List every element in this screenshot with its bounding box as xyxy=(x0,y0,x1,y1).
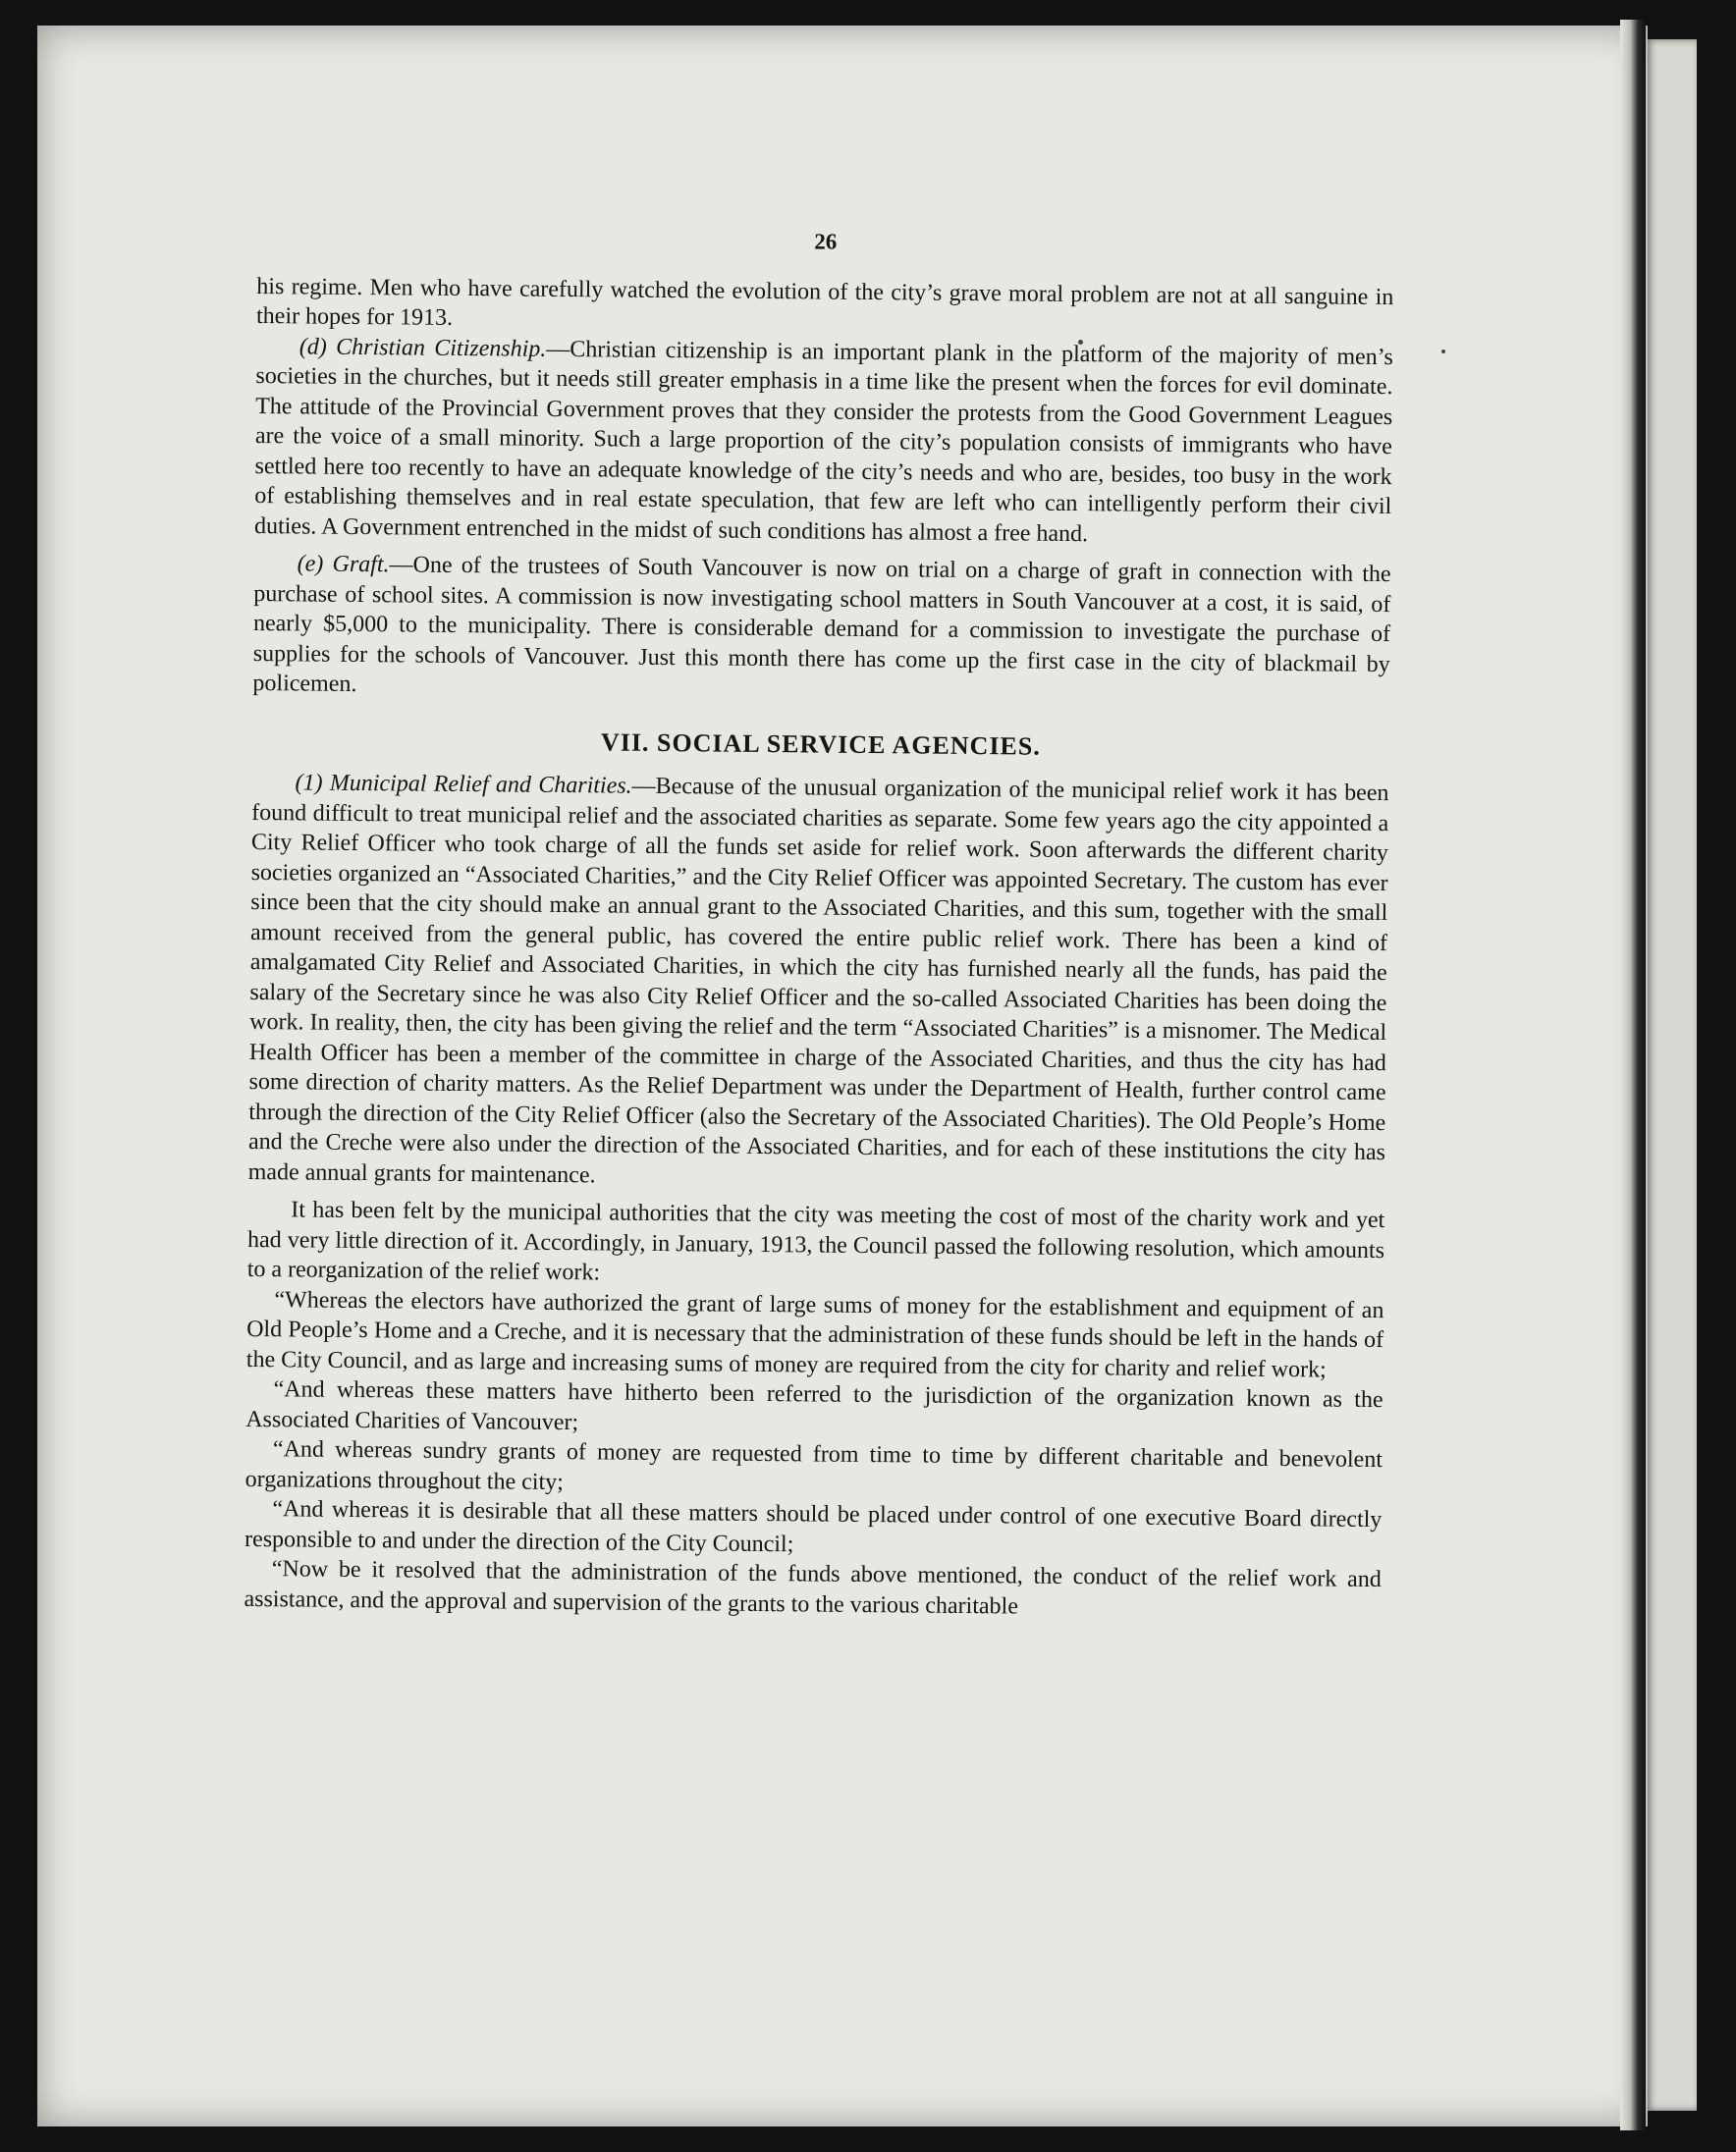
next-page-edge xyxy=(1646,39,1697,2111)
paragraph-text: his regime. Men who have carefully watched the evolution of the city’s grave moral problem are not at all sanguine in their hopes for 1913. xyxy=(255,273,1394,331)
page-number: 26 xyxy=(814,229,838,254)
paragraph-text: It has been felt by the municipal authorities that the city was meeting the cost of most of the charity work and yet had very little direction of it. Accordingly, in January, 1913, the Council passed the following resolution, which amounts to a reorganization of the relief work: xyxy=(246,1197,1385,1286)
paragraph-continuation xyxy=(256,271,1394,342)
section-heading: VII. SOCIAL SERVICE AGENCIES. xyxy=(600,726,1041,761)
resolution-clause: “And whereas sundry grants of money are requested from time to time by different charitable and benevolent organizations throughout the city; xyxy=(244,1436,1383,1495)
paragraph-text: —One of the trustees of South Vancouver is now on trial on a charge of graft in connection with the purchase of school sites. A commission is now investigating school matters in South Vancouver at a cost, it is said, of nearly $5,000 to the municipality. There is considerable demand for a commission to investigate the purchase of supplies for the schools of Vancouver. Just this month there has come up the first case in the city of blackmail by policemen. xyxy=(252,552,1391,697)
resolution-clause: “Now be it resolved that the administration of the funds above mentioned, the conduct of the relief work and assistance, and the approval and supervision of the grants to the various charitable xyxy=(244,1556,1382,1620)
page-text xyxy=(244,222,1394,1625)
paragraph-reorganization xyxy=(247,1195,1385,1296)
paragraph-graft xyxy=(252,549,1390,710)
run-in-heading: (1) Municipal Relief and Charities. xyxy=(295,770,632,799)
resolution-clause: “And whereas it is desirable that all these matters should be placed under control of one executive Board directly responsible to and under the direction of the City Council; xyxy=(244,1496,1383,1557)
paragraph-municipal-relief xyxy=(248,768,1389,1198)
run-in-heading: (d) Christian Citizenship. xyxy=(298,333,547,362)
run-in-heading: (e) Graft. xyxy=(297,551,390,578)
paragraph-text: —Christian citizenship is an important plank in the platform of the majority of men’s societies in the churches, but it needs still greater emphasis in a time like the present when the forces for evil dominate. The attitude of the Provincial Government proves that they consider the protests from the Good Government Leagues are the voice of a small minority. Such a large proportion of the city’s population consists of immigrants who have settled here too recently to have an adequate knowledge of the city’s needs and who are, besides, too busy in the work of establishing themselves and in real estate speculation, that few are left who can intelligently perform their civil duties. A Government entrenched in the midst of such conditions has almost a free hand. xyxy=(253,336,1393,547)
book-spine xyxy=(1620,20,1646,2130)
paragraph-christian-citizenship xyxy=(254,331,1393,552)
resolution-clause: “Whereas the electors have authorized the grant of large sums of money for the establishment and equipment of an Old People’s Home and a Creche, and it is necessary that the administration of these funds should be left in the hands of the City Council, and as large and increasing sums of money are required from the city for charity and relief work; xyxy=(245,1286,1384,1383)
resolution-clause: “And whereas these matters have hitherto been referred to the jurisdiction of the organization known as the Associated Charities of Vancouver; xyxy=(245,1376,1383,1435)
speck-mark xyxy=(1441,350,1445,353)
paragraph-text: —Because of the unusual organization of the municipal relief work it has been found difficult to treat municipal relief and the associated charities as separate. Some few years ago the city appointed a City Relief Officer who took charge of all the funds set aside for relief work. Soon afterwards the different charity societies organized an “Associated Charities,” and the City Relief Officer was appointed Secretary. The custom has ever since been that the city should make an annual grant to the Associated Charities, and this sum, together with the small amount received from the general public, has covered the entire public relief work. There has been a kind of amalgamated City Relief and Associated Charities, in which the city has furnished nearly all the funds, has paid the salary of the Secretary since he was also City Relief Officer and the so-called Associated Charities has been doing the work. In reality, then, the city has been giving the relief and the term “Associated Charities” is a misnomer. The Medical Health Officer has been a member of the committee in charge of the Associated Charities, and thus the city has had some direction of charity matters. As the Relief Department was under the Department of Health, further control came through the direction of the City Relief Officer (also the Secretary of the Associated Charities). The Old People’s Home and the Creche were also under the direction of the Associated Charities, and for each of these institutions the city has made annual grants for maintenance. xyxy=(247,773,1389,1188)
